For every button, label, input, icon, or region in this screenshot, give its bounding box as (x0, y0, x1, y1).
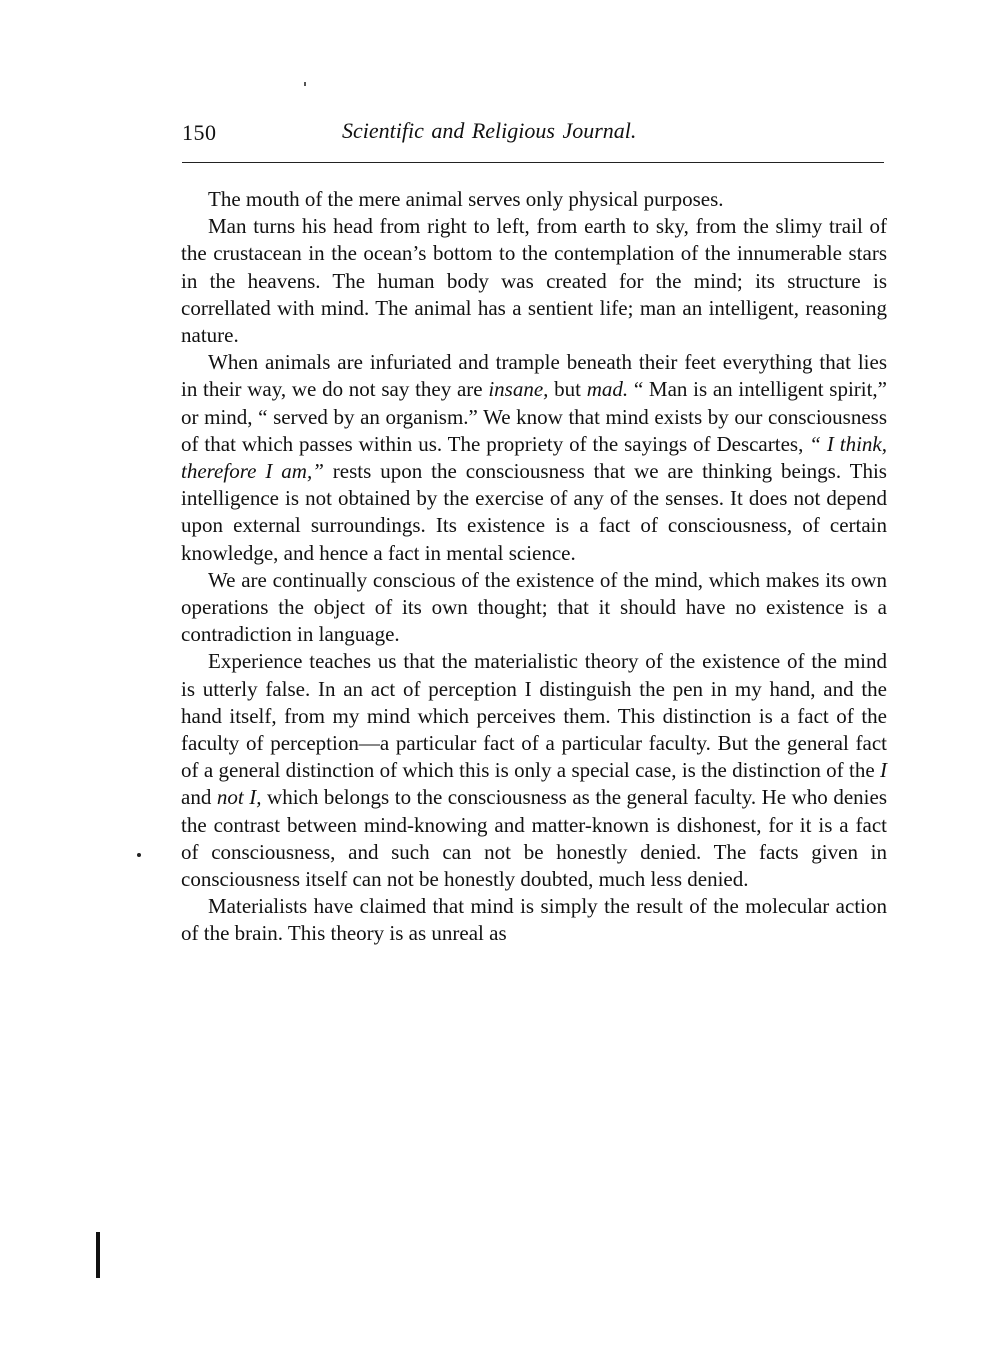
scan-margin-mark (96, 1232, 100, 1278)
paragraph: Materialists have claimed that mind is simply the result of the molecular action of the brain. This theory is as unreal as (181, 894, 887, 946)
body-text (181, 186, 887, 948)
running-title: Scientific and Religious Journal. (342, 118, 637, 143)
page-number: 150 (182, 120, 217, 145)
text-run: which belongs to the consciousness as the general faculty. He who denies the contrast between mind-knowing and matter-known is dishonest, for it is a fact of consciousness, and such can not be honestly denied. The facts given in consciousness itself can not be honestly doubted, much less denied. (181, 785, 887, 892)
text-run-italic: mad. (586, 377, 629, 402)
scan-speck (304, 82, 306, 86)
text-run: Experience teaches us that the materialistic theory of the existence of the mind is utterly false. In an act of perception I distinguish the pen in my hand, and the hand itself, from my mind which perceives them. This distinction is a fact of the faculty of perception—a particular fact of a particular faculty. But the general fact of a general distinction of which this is only a special case, is the distinction of the (181, 649, 887, 783)
text-run-italic: insane, (488, 377, 549, 402)
text-run-italic: not I, (216, 785, 262, 810)
text-run: When animals are infuriated and trample beneath their feet everything that lies in their way, we do not say they are (181, 350, 887, 402)
paragraph: The mouth of the mere animal serves only physical purposes. (208, 187, 724, 211)
text-run: “ Man is an intelligent spirit,” or mind, “ served by an organism.” We know that mind exists by our consciousness of that which passes within us. The propriety of the sayings of Descartes, (181, 377, 888, 456)
paragraph (181, 648, 887, 893)
header-rule (182, 162, 884, 163)
text-run-italic: “ I think, therefore I am,” (181, 431, 887, 484)
paragraph: We are continually conscious of the existence of the mind, which makes its own operations the object of its own thought; that it should have no existence is a contradiction in language. (181, 567, 887, 647)
paragraph: Man turns his head from right to left, from earth to sky, from the slimy trail of the crustacean in the ocean’s bottom to the contemplation of the innumerable stars in the heavens. The human body was created for the mind; its structure is correllated with mind. The animal has a sentient life; man an intelligent, reasoning nature. (181, 214, 887, 348)
text-run: but (548, 377, 587, 402)
page-header (182, 118, 884, 152)
text-run-italic: I (880, 758, 887, 783)
text-run: and (181, 785, 217, 810)
text-run: rests upon the consciousness that we are thinking beings. This intelligence is not obtained by the exercise of any of the senses. It does not depend upon external surroundings. Its existence is a fact of consciousness, of certain knowledge, and hence a fact in mental science. (181, 459, 887, 565)
paragraph (181, 349, 887, 567)
scan-speck (137, 853, 141, 857)
